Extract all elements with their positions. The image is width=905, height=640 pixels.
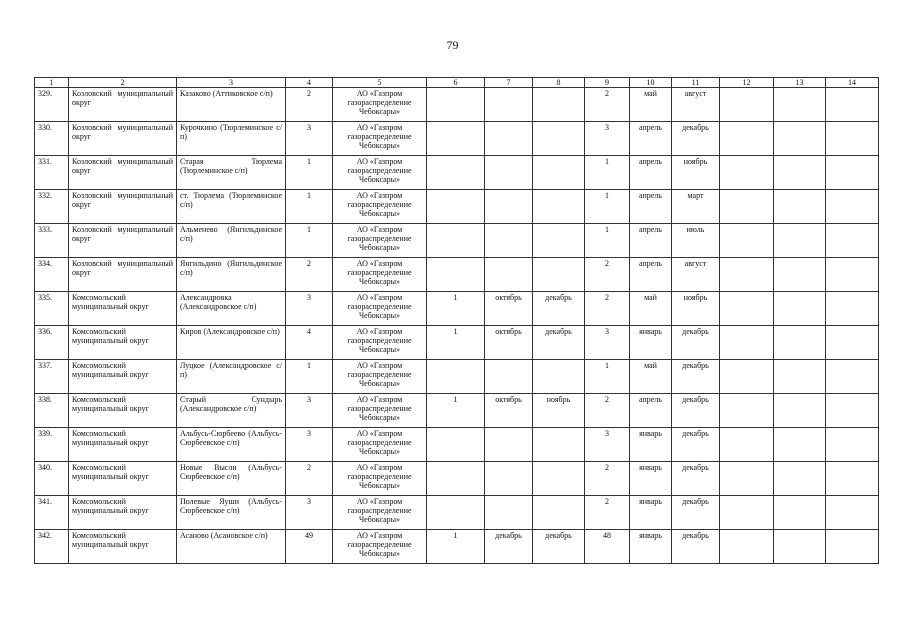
col6-cell [427,88,485,122]
district-cell: Козловский муниципальный округ [69,88,177,122]
end-month-cell: декабрь [672,530,720,564]
district-cell: Козловский муниципальный округ [69,156,177,190]
col13-cell [774,224,826,258]
count-cell: 3 [286,292,333,326]
col9-cell: 3 [585,326,630,360]
col7-cell [485,462,533,496]
col8-cell [533,496,585,530]
row-number-cell: 330. [35,122,69,156]
col8-cell [533,156,585,190]
col7-cell: октябрь [485,292,533,326]
table-row [35,258,879,292]
col6-cell: 1 [427,326,485,360]
start-month-cell: апрель [630,122,672,156]
organization-cell: АО «Газпром газораспределение Чебоксары» [333,462,427,496]
col9-cell: 1 [585,156,630,190]
col8-cell [533,258,585,292]
col12-cell [720,326,774,360]
settlement-cell: Полевые Яуши (Альбусь-Сюрбеевское с/п) [177,496,286,530]
col6-cell [427,156,485,190]
organization-cell: АО «Газпром газораспределение Чебоксары» [333,156,427,190]
end-month-cell: ноябрь [672,292,720,326]
start-month-cell: январь [630,462,672,496]
district-cell: Козловский муниципальный округ [69,224,177,258]
organization-cell: АО «Газпром газораспределение Чебоксары» [333,496,427,530]
organization-cell: АО «Газпром газораспределение Чебоксары» [333,530,427,564]
table-row [35,224,879,258]
col12-cell [720,258,774,292]
table-row [35,462,879,496]
col8-cell [533,428,585,462]
district-cell: Козловский муниципальный округ [69,190,177,224]
end-month-cell: июль [672,224,720,258]
organization-cell: АО «Газпром газораспределение Чебоксары» [333,224,427,258]
row-number-cell: 342. [35,530,69,564]
organization-cell: АО «Газпром газораспределение Чебоксары» [333,326,427,360]
end-month-cell: декабрь [672,122,720,156]
col6-cell [427,428,485,462]
col14-cell [826,292,879,326]
district-cell: Козловский муниципальный округ [69,122,177,156]
table-row [35,326,879,360]
col7-cell [485,258,533,292]
row-number-cell: 329. [35,88,69,122]
col13-cell [774,530,826,564]
settlement-cell: ст. Тюрлема (Тюрлеминское с/п) [177,190,286,224]
col13-cell [774,292,826,326]
col14-cell [826,428,879,462]
count-cell: 3 [286,394,333,428]
col9-cell: 1 [585,224,630,258]
count-cell: 2 [286,88,333,122]
count-cell: 1 [286,190,333,224]
col8-cell [533,224,585,258]
column-header-2: 2 [69,78,177,88]
column-header-12: 12 [720,78,774,88]
col6-cell [427,224,485,258]
col6-cell [427,258,485,292]
district-cell: Комсомольский муниципальный округ [69,360,177,394]
settlement-cell: Казаково (Аттиковское с/п) [177,88,286,122]
col9-cell: 1 [585,360,630,394]
district-cell: Козловский муниципальный округ [69,258,177,292]
col9-cell: 2 [585,496,630,530]
settlement-cell: Луцкое (Александровское с/п) [177,360,286,394]
table-row [35,394,879,428]
col7-cell [485,88,533,122]
col6-cell [427,360,485,394]
start-month-cell: январь [630,530,672,564]
organization-cell: АО «Газпром газораспределение Чебоксары» [333,428,427,462]
organization-cell: АО «Газпром газораспределение Чебоксары» [333,394,427,428]
data-table [34,77,879,564]
column-header-3: 3 [177,78,286,88]
organization-cell: АО «Газпром газораспределение Чебоксары» [333,292,427,326]
col14-cell [826,530,879,564]
end-month-cell: декабрь [672,394,720,428]
table-row [35,496,879,530]
end-month-cell: август [672,88,720,122]
col13-cell [774,190,826,224]
col8-cell: декабрь [533,292,585,326]
col12-cell [720,122,774,156]
count-cell: 1 [286,224,333,258]
col12-cell [720,88,774,122]
col9-cell: 2 [585,462,630,496]
table-row [35,190,879,224]
col13-cell [774,122,826,156]
row-number-cell: 332. [35,190,69,224]
start-month-cell: апрель [630,394,672,428]
col7-cell [485,360,533,394]
organization-cell: АО «Газпром газораспределение Чебоксары» [333,258,427,292]
table-row [35,122,879,156]
col13-cell [774,496,826,530]
row-number-cell: 331. [35,156,69,190]
district-cell: Комсомольский муниципальный округ [69,462,177,496]
col9-cell: 3 [585,428,630,462]
col14-cell [826,258,879,292]
col14-cell [826,496,879,530]
column-header-10: 10 [630,78,672,88]
col7-cell [485,156,533,190]
col7-cell [485,428,533,462]
start-month-cell: январь [630,496,672,530]
start-month-cell: май [630,88,672,122]
organization-cell: АО «Газпром газораспределение Чебоксары» [333,88,427,122]
table-row [35,292,879,326]
end-month-cell: декабрь [672,326,720,360]
row-number-cell: 340. [35,462,69,496]
col6-cell: 1 [427,394,485,428]
col6-cell: 1 [427,292,485,326]
table-body [35,88,879,564]
col12-cell [720,224,774,258]
district-cell: Комсомольский муниципальный округ [69,496,177,530]
count-cell: 3 [286,496,333,530]
count-cell: 2 [286,258,333,292]
row-number-cell: 336. [35,326,69,360]
column-number-row [35,78,879,88]
table-row [35,156,879,190]
col7-cell [485,190,533,224]
end-month-cell: декабрь [672,360,720,394]
column-header-11: 11 [672,78,720,88]
col13-cell [774,326,826,360]
row-number-cell: 338. [35,394,69,428]
col12-cell [720,292,774,326]
start-month-cell: май [630,292,672,326]
settlement-cell: Альбусь-Сюрбеево (Альбусь-Сюрбеевское с/п) [177,428,286,462]
row-number-cell: 337. [35,360,69,394]
count-cell: 4 [286,326,333,360]
col12-cell [720,496,774,530]
col6-cell [427,462,485,496]
col8-cell: декабрь [533,326,585,360]
col8-cell: декабрь [533,530,585,564]
col9-cell: 2 [585,394,630,428]
col14-cell [826,156,879,190]
col12-cell [720,530,774,564]
settlement-cell: Александровка (Александровское с/п) [177,292,286,326]
col14-cell [826,190,879,224]
column-header-7: 7 [485,78,533,88]
column-header-8: 8 [533,78,585,88]
column-header-4: 4 [286,78,333,88]
column-header-5: 5 [333,78,427,88]
settlement-cell: Альменево (Янгильдинское с/п) [177,224,286,258]
col6-cell: 1 [427,530,485,564]
table-row [35,360,879,394]
col8-cell: ноябрь [533,394,585,428]
count-cell: 49 [286,530,333,564]
column-header-14: 14 [826,78,879,88]
col13-cell [774,394,826,428]
col12-cell [720,394,774,428]
start-month-cell: апрель [630,258,672,292]
settlement-cell: Курочкино (Тюрлеминское с/п) [177,122,286,156]
col7-cell: октябрь [485,394,533,428]
end-month-cell: ноябрь [672,156,720,190]
col7-cell [485,496,533,530]
col14-cell [826,88,879,122]
col6-cell [427,122,485,156]
start-month-cell: апрель [630,190,672,224]
count-cell: 2 [286,462,333,496]
col7-cell [485,122,533,156]
start-month-cell: май [630,360,672,394]
count-cell: 1 [286,360,333,394]
col9-cell: 48 [585,530,630,564]
col13-cell [774,360,826,394]
col8-cell [533,88,585,122]
col9-cell: 2 [585,292,630,326]
end-month-cell: август [672,258,720,292]
col9-cell: 1 [585,190,630,224]
col13-cell [774,88,826,122]
page-number: 79 [446,38,459,52]
table-row [35,88,879,122]
col7-cell: декабрь [485,530,533,564]
column-header-9: 9 [585,78,630,88]
col12-cell [720,360,774,394]
district-cell: Комсомольский муниципальный округ [69,530,177,564]
district-cell: Комсомольский муниципальный округ [69,428,177,462]
start-month-cell: апрель [630,156,672,190]
col12-cell [720,190,774,224]
col6-cell [427,496,485,530]
col12-cell [720,462,774,496]
col8-cell [533,360,585,394]
organization-cell: АО «Газпром газораспределение Чебоксары» [333,360,427,394]
col14-cell [826,394,879,428]
col13-cell [774,258,826,292]
col12-cell [720,156,774,190]
start-month-cell: апрель [630,224,672,258]
district-cell: Комсомольский муниципальный округ [69,292,177,326]
settlement-cell: Старая Тюрлема (Тюрлеминское с/п) [177,156,286,190]
settlement-cell: Киров (Александровское с/п) [177,326,286,360]
count-cell: 1 [286,156,333,190]
row-number-cell: 335. [35,292,69,326]
start-month-cell: январь [630,428,672,462]
start-month-cell: январь [630,326,672,360]
col9-cell: 2 [585,258,630,292]
col13-cell [774,462,826,496]
settlement-cell: Асаново (Асановское с/п) [177,530,286,564]
col8-cell [533,122,585,156]
end-month-cell: декабрь [672,428,720,462]
col14-cell [826,326,879,360]
table-row [35,428,879,462]
column-header-6: 6 [427,78,485,88]
count-cell: 3 [286,122,333,156]
col12-cell [720,428,774,462]
col6-cell [427,190,485,224]
settlement-cell: Старый Сундырь (Александровское с/п) [177,394,286,428]
col8-cell [533,190,585,224]
column-header-1: 1 [35,78,69,88]
col14-cell [826,360,879,394]
row-number-cell: 339. [35,428,69,462]
end-month-cell: декабрь [672,462,720,496]
col14-cell [826,224,879,258]
col14-cell [826,462,879,496]
row-number-cell: 333. [35,224,69,258]
end-month-cell: декабрь [672,496,720,530]
col7-cell: октябрь [485,326,533,360]
column-header-13: 13 [774,78,826,88]
col13-cell [774,156,826,190]
district-cell: Комсомольский муниципальный округ [69,326,177,360]
district-cell: Комсомольский муниципальный округ [69,394,177,428]
row-number-cell: 334. [35,258,69,292]
count-cell: 3 [286,428,333,462]
col14-cell [826,122,879,156]
settlement-cell: Новые Высли (Альбусь-Сюрбеевское с/п) [177,462,286,496]
row-number-cell: 341. [35,496,69,530]
col13-cell [774,428,826,462]
end-month-cell: март [672,190,720,224]
organization-cell: АО «Газпром газораспределение Чебоксары» [333,122,427,156]
col8-cell [533,462,585,496]
settlement-cell: Янгильдино (Янгильдинское с/п) [177,258,286,292]
col7-cell [485,224,533,258]
col9-cell: 3 [585,122,630,156]
table-row [35,530,879,564]
table-header [35,78,879,88]
organization-cell: АО «Газпром газораспределение Чебоксары» [333,190,427,224]
col9-cell: 2 [585,88,630,122]
